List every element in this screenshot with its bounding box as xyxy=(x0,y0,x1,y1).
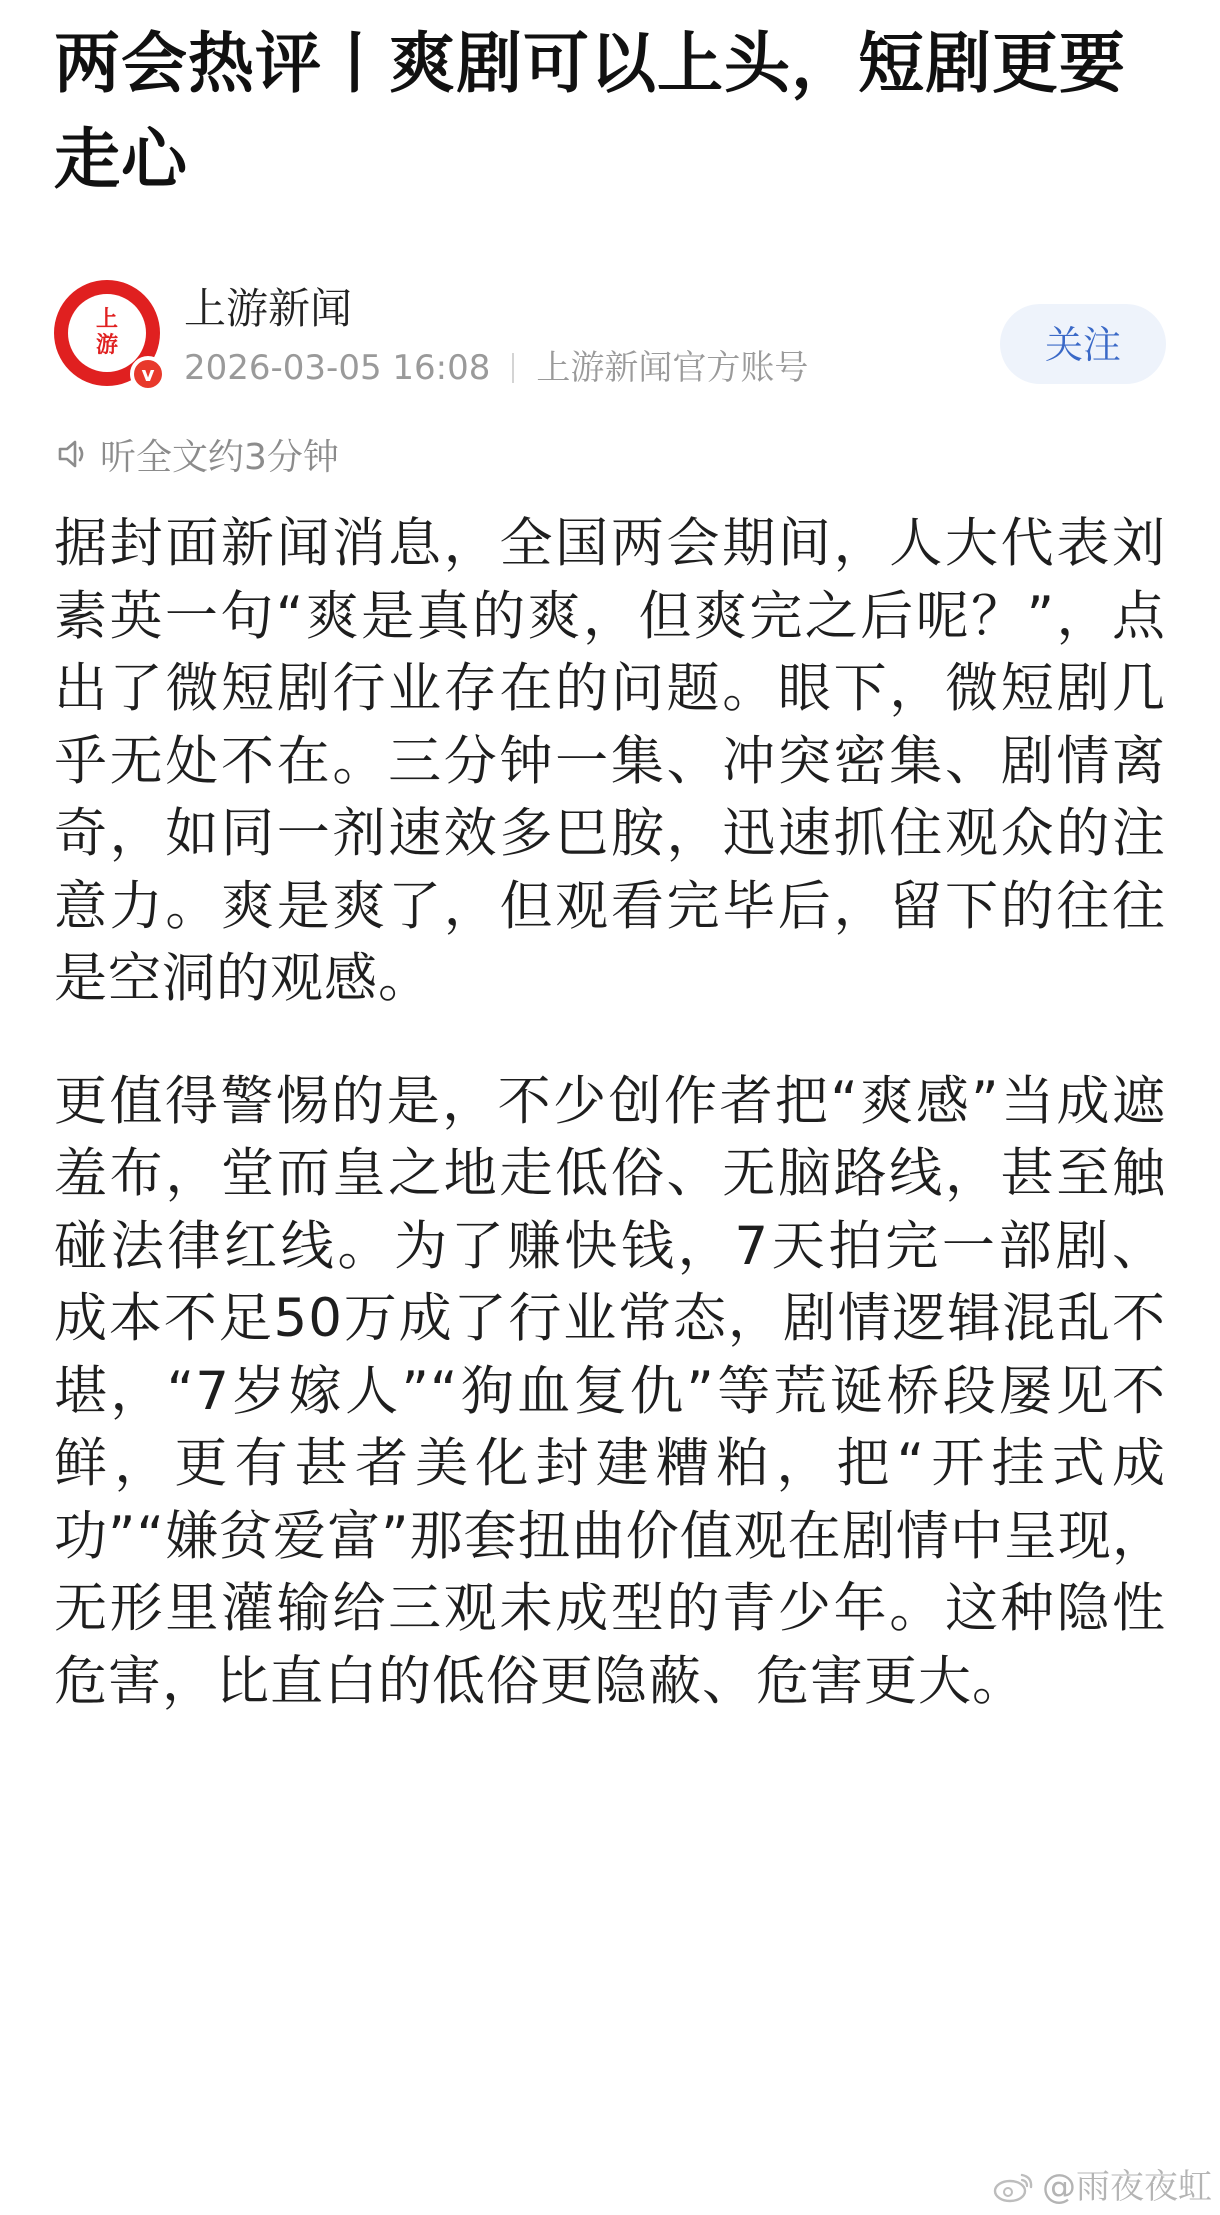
publish-time: 2026-03-05 16:08 xyxy=(184,348,491,388)
author-name[interactable]: 上游新闻 xyxy=(184,284,353,333)
avatar-logo-char-top: 上 xyxy=(95,307,118,332)
paragraph-2: 更值得警惕的是，不少创作者把“爽感”当成遮羞布，堂而皇之地走低俗、无脑路线，甚至触碰法律红线。为了赚快钱，7天拍完一部剧、成本不足50万成了行业常态，剧情逻辑混乱不堪，“7岁嫁人”“狗血复仇”等荒诞桥段屡见不鲜，更有甚者美化封建糟粕，把“开挂式成功”“嫌贫爱富”那套扭曲价值观在剧情中呈现，无形里灌输给三观未成型的青少年。这种隐性危害，比直白的低俗更隐蔽、危害更大。 xyxy=(54,1070,1166,1712)
verified-badge-icon: v xyxy=(130,356,166,392)
article-body xyxy=(54,508,1166,1718)
watermark-text: @雨夜夜虹 xyxy=(1042,2167,1212,2207)
listen-label: 听全文约3分钟 xyxy=(100,436,339,478)
listen-full-article-button[interactable] xyxy=(54,426,1166,482)
speaker-icon xyxy=(54,434,94,474)
meta-divider xyxy=(512,353,514,383)
follow-button[interactable]: 关注 xyxy=(1000,304,1166,384)
paragraph-1: 据封面新闻消息，全国两会期间，人大代表刘素英一句“爽是真的爽，但爽完之后呢？”，点出了微短剧行业存在的问题。眼下，微短剧几乎无处不在。三分钟一集、冲突密集、剧情离奇，如同一剂速效多巴胺，迅速抓住观众的注意力。爽是爽了，但观看完毕后，留下的往往是空洞的观感。 xyxy=(54,513,1166,1009)
account-type: 上游新闻官方账号 xyxy=(536,348,809,388)
article-title: 两会热评丨爽剧可以上头，短剧更要走心 xyxy=(54,25,1126,198)
avatar-logo-char-bottom: 游 xyxy=(95,333,118,358)
author-header xyxy=(54,280,1166,398)
article-meta xyxy=(184,344,808,392)
weibo-icon xyxy=(992,2169,1036,2205)
watermark xyxy=(992,2167,1212,2207)
